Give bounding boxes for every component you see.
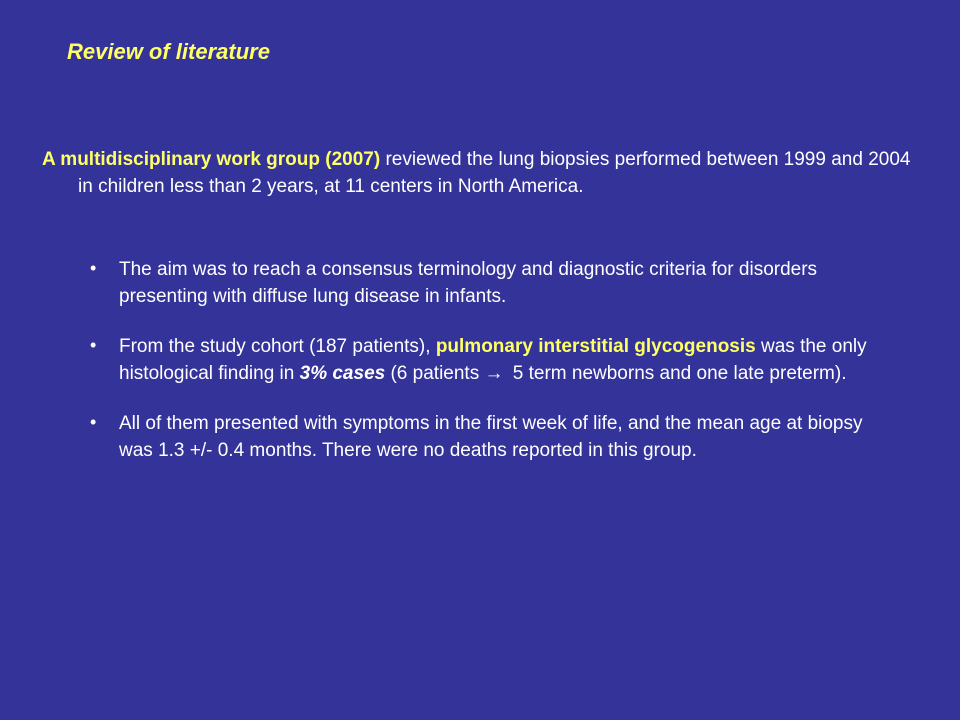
bullet-mid: was the only histological finding in (119, 336, 867, 384)
bullet-icon: • (90, 335, 97, 355)
bullet-item-cohort (90, 333, 870, 387)
bullet-text: All of them presented with symptoms in the first week of life, and the mean age at biopsy was 1.3 +/- 0.4 months. There were no deaths reported in this group. (119, 413, 863, 461)
intro-text: reviewed the lung biopsies performed between 1999 and 2004 in children less than 2 years, at 11 centers in North America. (78, 149, 911, 197)
bullet-item-aim (90, 256, 870, 310)
bullet-tail: 5 term newborns and one late preterm). (507, 363, 847, 384)
bullet-text: The aim was to reach a consensus terminology and diagnostic criteria for disorders presenting with diffuse lung disease in infants. (119, 259, 818, 307)
intro-highlight: A multidisciplinary work group (2007) (42, 149, 381, 170)
bullet-lead: From the study cohort (187 patients), (119, 336, 436, 357)
bullet-item-symptoms (90, 410, 870, 464)
intro-paragraph (42, 146, 928, 200)
bullet-highlight: pulmonary interstitial glycogenosis (435, 336, 756, 357)
slide-title: Review of literature (67, 39, 270, 64)
bullet-list (90, 256, 870, 487)
bullet-emphasis: 3% cases (299, 363, 386, 384)
bullet-tail-before-arrow: (6 patients (385, 363, 485, 384)
bullet-icon: • (90, 258, 97, 278)
bullet-icon: • (90, 412, 97, 432)
arrow-right-icon: → (484, 363, 504, 384)
